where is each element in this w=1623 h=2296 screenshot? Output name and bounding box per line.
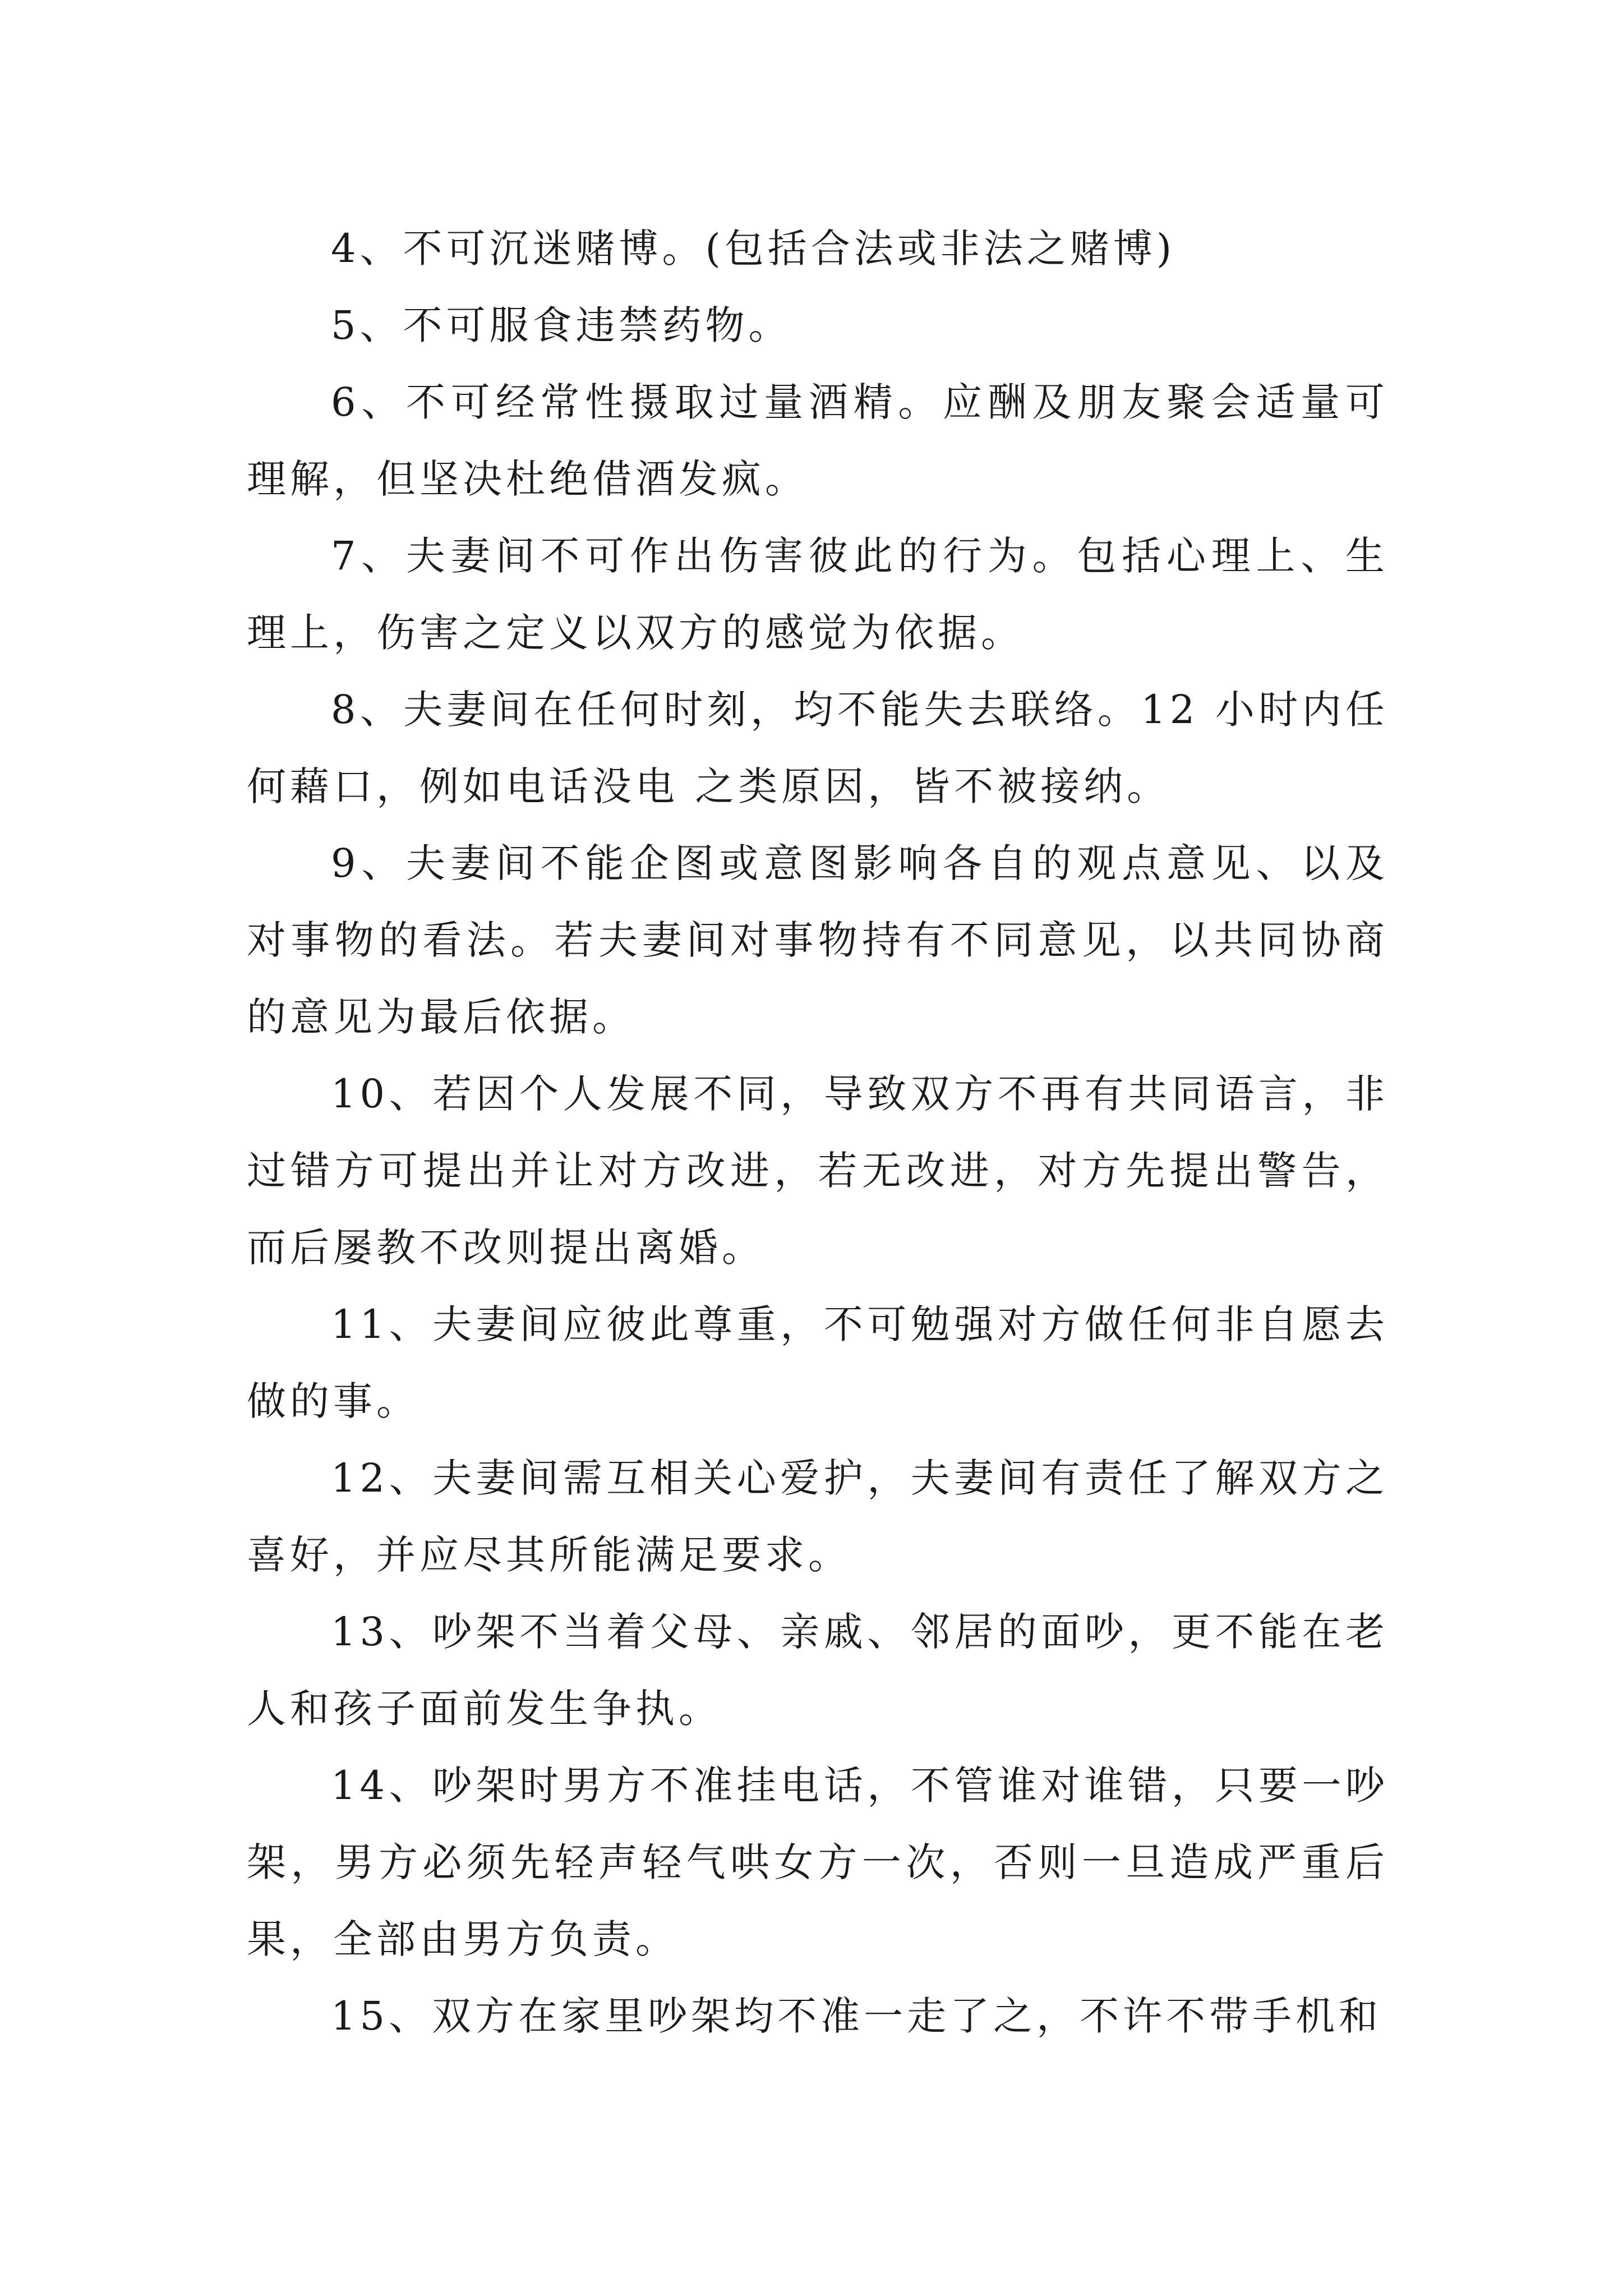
clause-9: 9、夫妻间不能企图或意图影响各自的观点意见、以及对事物的看法。若夫妻间对事物持有不同意见，以共同协商的意见为最后依据。 [247,840,1389,1040]
clause-14: 14、吵架时男方不准挂电话，不管谁对谁错，只要一吵架，男方必须先轻声轻气哄女方一次，否则一旦造成严重后果，全部由男方负责。 [247,1763,1389,1962]
clause-8: 8、夫妻间在任何时刻，均不能失去联络。12 小时内任何藉口，例如电话没电 之类原因，皆不被接纳。 [247,687,1389,809]
clause-5: 5、不可服食违禁药物。 [331,302,792,348]
clause-12: 12、夫妻间需互相关心爱护，夫妻间有责任了解双方之喜好，并应尽其所能满足要求。 [247,1455,1389,1578]
clause-4: 4、不可沉迷赌博。(包括合法或非法之赌博) [331,226,1176,272]
clause-6: 6、不可经常性摄取过量酒精。应酬及朋友聚会适量可理解，但坚决杜绝借酒发疯。 [247,379,1389,502]
clause-11: 11、夫妻间应彼此尊重，不可勉强对方做任何非自愿去做的事。 [247,1301,1389,1424]
clause-10: 10、若因个人发展不同，导致双方不再有共同语言，非过错方可提出并让对方改进，若无改进，对方先提出警告，而后屡教不改则提出离婚。 [247,1071,1389,1271]
document-body [247,210,1389,2055]
clause-15: 15、双方在家里吵架均不准一走了之，不许不带手机和 [331,1993,1382,2039]
clause-13: 13、吵架不当着父母、亲戚、邻居的面吵，更不能在老人和孩子面前发生争执。 [247,1609,1389,1732]
clause-7: 7、夫妻间不可作出伤害彼此的行为。包括心理上、生理上，伤害之定义以双方的感觉为依据。 [247,533,1389,656]
